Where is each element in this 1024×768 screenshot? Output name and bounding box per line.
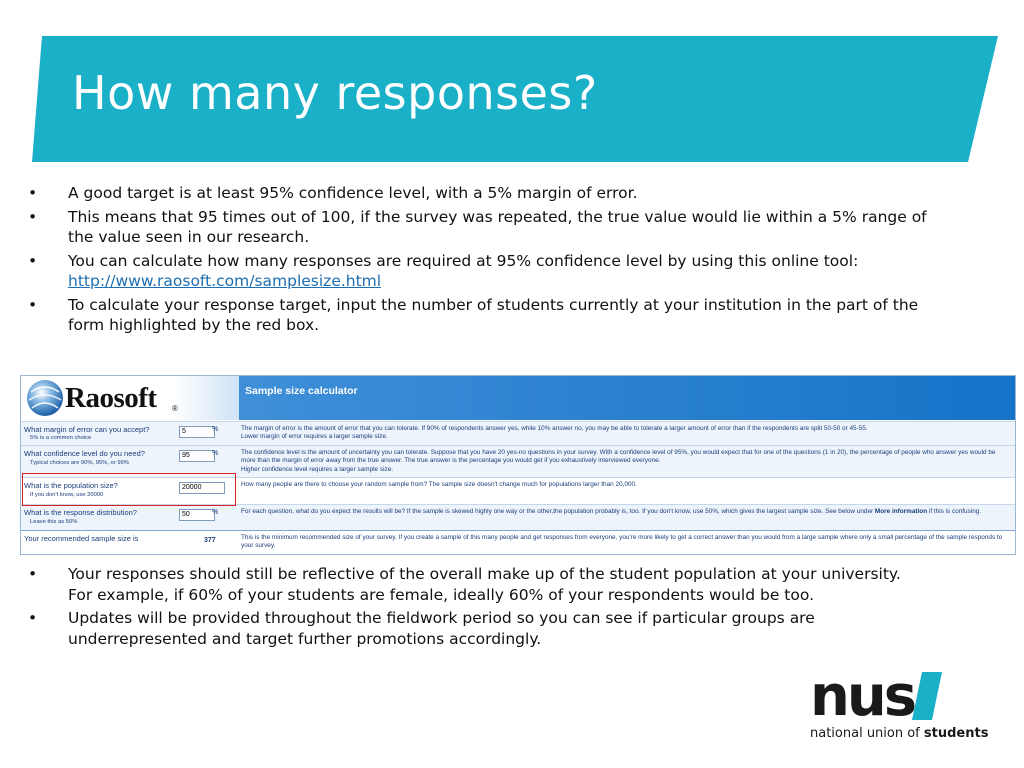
question-label: What is the population size?: [24, 481, 118, 490]
result-label: Your recommended sample size is: [24, 534, 139, 543]
hint-text: 5% is a common choice: [30, 435, 92, 441]
description: [241, 508, 1011, 516]
description-text: For each question, what do you expect the results will be? If the sample is skewed highly one way or the other,the population probably is, too. If you don't know, use 50%, which gives the largest sample size. See below under: [241, 508, 874, 515]
globe-icon: [25, 378, 65, 418]
bullet-dot: •: [28, 207, 38, 226]
description: [241, 449, 1011, 474]
bullet-item: [28, 251, 928, 292]
hint-text: If you don't know, use 20000: [30, 492, 104, 498]
calculator-row-margin: [21, 421, 1015, 445]
unit-label: %: [212, 509, 219, 516]
confidence-level-input[interactable]: 95: [179, 450, 215, 462]
question-label: What is the response distribution?: [24, 508, 137, 517]
bullet-dot: •: [28, 184, 38, 202]
bullet-item: [28, 295, 928, 336]
slide-title: How many responses?: [72, 66, 598, 120]
question-label: What confidence level do you need?: [24, 449, 145, 458]
description-text: How many people are there to choose your random sample from? The sample size doesn't change much for populations larger than 20,000.: [241, 481, 637, 488]
unit-label: %: [212, 426, 219, 433]
description: [241, 481, 1011, 489]
more-information-text: More information: [874, 508, 928, 515]
bullet-list-bottom: [28, 564, 928, 652]
bullet-dot: •: [28, 609, 38, 627]
bullet-dot: •: [28, 295, 38, 314]
registered-mark: ®: [172, 404, 178, 413]
nus-tagline: [810, 726, 988, 741]
description-text: The margin of error is the amount of error that you can tolerate. If 90% of respondents answer yes, while 10% answer no, you may be able to tolerate a larger amount of error than if the respondents are split 50-50 or 45-55.: [241, 425, 868, 432]
population-size-input[interactable]: 20000: [179, 482, 225, 494]
unit-label: %: [212, 450, 219, 457]
bullet-list-top: [28, 183, 928, 339]
description: [241, 425, 1011, 442]
recommended-sample-size: 377: [204, 537, 216, 544]
description-text-end: if this is confusing.: [927, 508, 982, 515]
margin-error-input[interactable]: 5: [179, 426, 215, 438]
bullet-text: You can calculate how many responses are required at 95% confidence level by using this online tool:: [68, 251, 859, 270]
calculator-header: [21, 376, 1015, 420]
bullet-item: [28, 564, 928, 605]
nus-tagline-bold: students: [923, 726, 989, 741]
hint-text: Typical choices are 90%, 95%, or 99%: [30, 460, 129, 466]
bullet-item: [28, 207, 928, 248]
raosoft-wordmark: Raosoft: [65, 382, 157, 414]
bullet-dot: •: [28, 565, 38, 583]
nus-logo: [810, 664, 995, 746]
nus-tagline-regular: national union of: [810, 726, 924, 741]
raosoft-calculator-screenshot: [20, 375, 1016, 555]
description-note: Lower margin of error requires a larger sample size.: [241, 433, 388, 441]
description-note: Higher confidence level requires a larger sample size.: [241, 465, 394, 473]
bullet-item: [28, 183, 928, 204]
calculator-title: Sample size calculator: [245, 385, 358, 397]
raosoft-logo: [21, 376, 239, 420]
bullet-item: [28, 608, 928, 649]
bullet-text: To calculate your response target, input the number of students currently at your institution in the part of the form highlighted by the red box.: [68, 295, 919, 334]
bullet-text: This means that 95 times out of 100, if the survey was repeated, the true value would lie within a 5% range of the value seen in our research.: [68, 207, 927, 246]
raosoft-link[interactable]: http://www.raosoft.com/samplesize.html: [68, 272, 382, 290]
bullet-dot: •: [28, 251, 38, 270]
question-label: What margin of error can you accept?: [24, 425, 150, 434]
hint-text: Leave this as 50%: [30, 519, 78, 525]
nus-wordmark: [810, 664, 915, 729]
calculator-row-distribution: [21, 504, 1015, 530]
response-distribution-input[interactable]: 50: [179, 509, 215, 521]
description-text: The confidence level is the amount of uncertainty you can tolerate. Suppose that you have 20 yes-no questions in your survey. With a confidence level of 95%, you would expect that for one of the questions (1 in 20), the percentage of people who answer yes would be more than the margin of error away from the true answer. The true answer is the percentage you would get if you exhaustively interviewed everyone.: [241, 449, 996, 465]
bullet-text: Updates will be provided throughout the fieldwork period so you can see if particular groups are underrepresented and target further promotions accordingly.: [68, 609, 815, 648]
population-highlight-box: [22, 473, 236, 506]
result-description: This is the minimum recommended size of your survey. If you create a sample of this many people and get responses from everyone, you're more likely to get a correct answer than you would from a large sample where only a small percentage of the sample responds to your survey.: [241, 534, 1003, 550]
bullet-text: Your responses should still be reflective of the overall make up of the student population at your university. For example, if 60% of your students are female, ideally 60% of your respondents would be too.: [68, 565, 901, 604]
calculator-title-bar: [239, 376, 1015, 420]
nus-wordmark-text: nus: [810, 664, 915, 729]
bullet-text: A good target is at least 95% confidence level, with a 5% margin of error.: [68, 184, 638, 202]
calculator-result-row: [21, 530, 1015, 555]
